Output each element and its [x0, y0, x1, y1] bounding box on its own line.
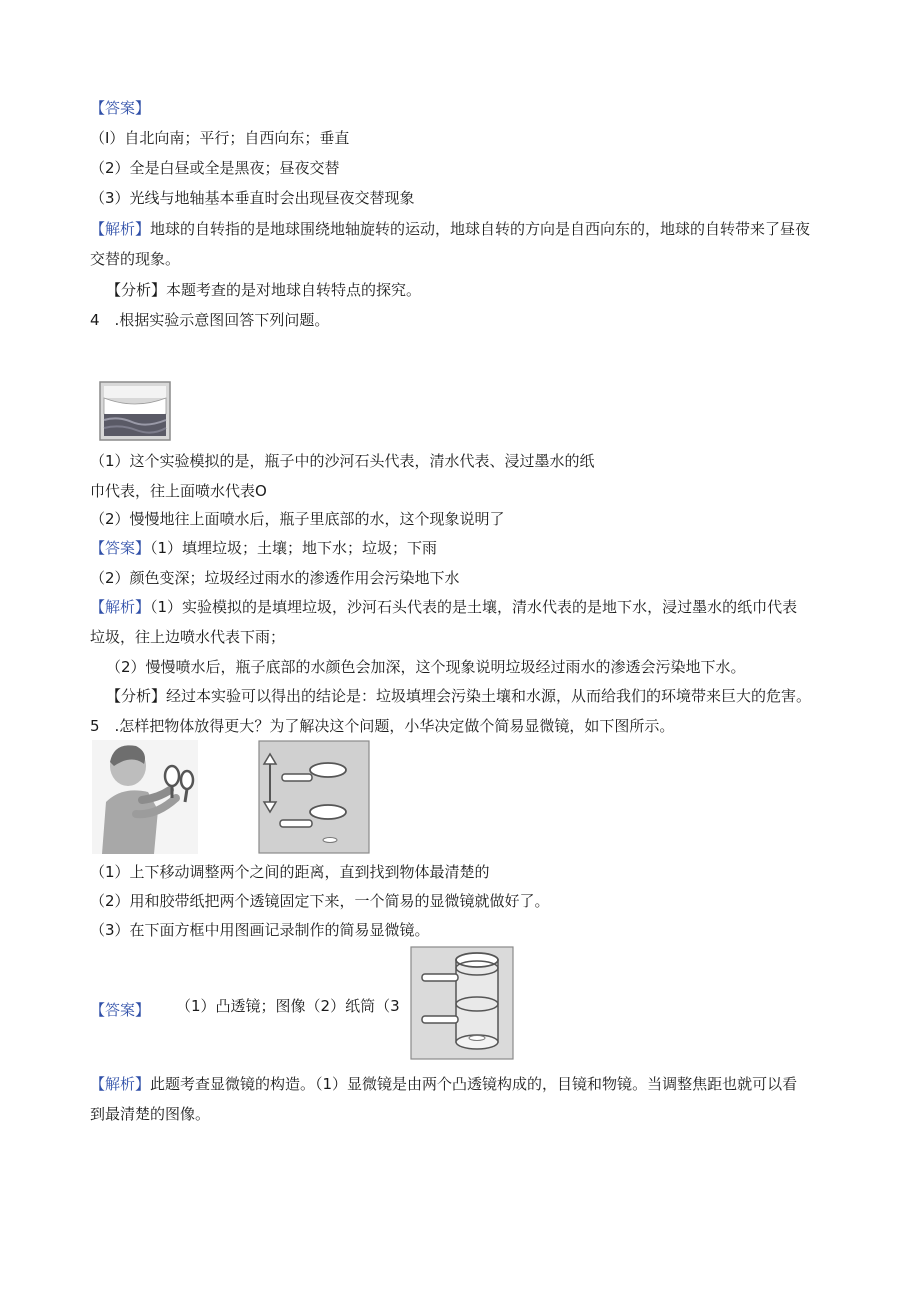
q5-analysis-line-2: 到最清楚的图像。 — [90, 1105, 211, 1123]
q4-answer-tag: 【答案】 — [90, 539, 151, 557]
lens-adjustment-image — [258, 740, 370, 854]
q4-analysis-tag: 【解析】 — [90, 598, 151, 616]
q3-analysis-line-1: 地球的自转指的是地球围绕地轴旋转的运动，地球自转的方向是自西向东的，地球的自转带来了昼夜 — [150, 220, 811, 238]
q4-sub1-line-2: 巾代表，往上面喷水代表O — [90, 482, 267, 500]
boy-with-magnifiers-image — [92, 740, 198, 854]
q5-title: 5 .怎样把物体放得更大？为了解决这个问题，小华决定做个简易显微镜，如下图所示。 — [90, 717, 675, 735]
q5-analysis-tag: 【解析】 — [90, 1075, 151, 1093]
q5-analysis-line-1: 此题考查显微镜的构造。（1）显微镜是由两个凸透镜构成的，目镜和物镜。当调整焦距也就可以看 — [150, 1075, 798, 1093]
q4-analysis-line-1: （1）实验模拟的是填埋垃圾，沙河石头代表的是土壤，清水代表的是地下水，浸过墨水的纸巾代表 — [150, 598, 798, 616]
q5-answer-text: （1）凸透镜；图像（2）纸筒（3 — [176, 997, 400, 1015]
q4-answer — [90, 538, 437, 558]
q3-fenxi: 【分析】本题考查的是对地球自转特点的探究。 — [106, 281, 422, 299]
q3-answer-tag: 【答案】 — [90, 99, 151, 117]
q4-fenxi: 【分析】经过本实验可以得出的结论是：垃圾填埋会污染土壤和水源，从而给我们的环境带来巨大的危害。 — [106, 687, 812, 705]
q3-analysis-line-2: 交替的现象。 — [90, 250, 181, 268]
q4-answer-line-2: （2）颜色变深；垃圾经过雨水的渗透作用会污染地下水 — [90, 569, 460, 587]
q4-analysis — [90, 597, 797, 617]
q3-answer-line-1: （I）自北向南；平行；自西向东；垂直 — [90, 129, 350, 147]
jar-experiment-image — [98, 380, 172, 442]
q3-answer-line-3: （3）光线与地轴基本垂直时会出现昼夜交替现象 — [90, 189, 415, 207]
q4-analysis-line-3: （2）慢慢喷水后，瓶子底部的水颜色会加深，这个现象说明垃圾经过雨水的渗透会污染地下水。 — [106, 658, 746, 676]
q4-analysis-line-2: 垃圾，往上边喷水代表下雨； — [90, 628, 286, 646]
q3-answer-line-2: （2）全是白昼或全是黑夜；昼夜交替 — [90, 159, 340, 177]
q5-step-2: （2）用和胶带纸把两个透镜固定下来，一个简易的显微镜就做好了。 — [90, 892, 550, 910]
simple-microscope-image — [410, 946, 514, 1060]
q3-analysis-tag: 【解析】 — [90, 220, 151, 238]
q4-sub2: （2）慢慢地往上面喷水后，瓶子里底部的水，这个现象说明了 — [90, 510, 505, 528]
q4-title: 4 .根据实验示意图回答下列问题。 — [90, 311, 330, 329]
q3-analysis — [90, 219, 810, 239]
q5-step-3: （3）在下面方框中用图画记录制作的简易显微镜。 — [90, 921, 430, 939]
q5-analysis — [90, 1074, 797, 1094]
q4-answer-line-1: （1）填埋垃圾；土壤；地下水；垃圾；下雨 — [150, 539, 438, 557]
q5-answer-tag: 【答案】 — [90, 1001, 151, 1019]
q5-step-1: （1）上下移动调整两个之间的距离，直到找到物体最清楚的 — [90, 863, 490, 881]
q4-sub1-line-1: （1）这个实验模拟的是，瓶子中的沙河石头代表，清水代表、浸过墨水的纸 — [90, 452, 595, 470]
